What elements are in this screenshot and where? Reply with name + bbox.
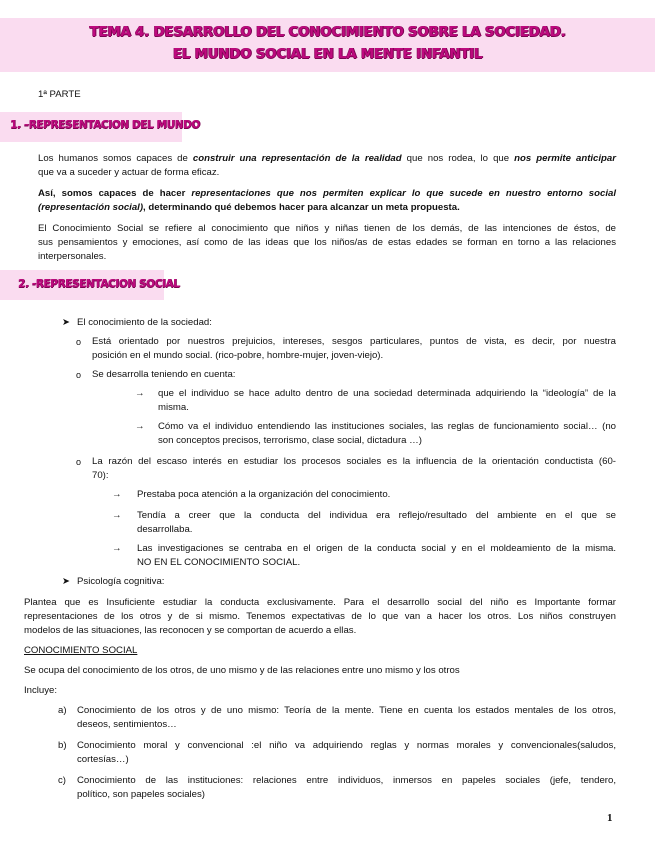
list-item-a-line1: Conocimiento de los otros y de uno mismo: Teoría de la mente. Tiene en cuenta los estados mentales de los otros, bbox=[77, 705, 616, 716]
item-ideology-line1: que el individuo se hace adulto dentro de una sociedad determinada adquiriendo la “ideología” de la bbox=[158, 388, 616, 399]
arrow-bullet-icon: → bbox=[135, 421, 145, 432]
item-behavior-line1: Tendía a creer que la conducta del individua era reflejo/resultado del ambiente en el que se bbox=[137, 510, 616, 521]
sub-reason-line2: 70): bbox=[92, 470, 109, 481]
cognitive-para-line3: modelos de las situaciones, las reconocen y se comportan de acuerdo a ellas. bbox=[24, 625, 357, 636]
section1-para3-line1: El Conocimiento Social se refiere al conocimiento que niños y niñas tienen de los demás, de las intenciones de éstos, de bbox=[38, 223, 616, 234]
arrow-bullet-icon: → bbox=[112, 510, 122, 521]
sub-oriented-line2: posición en el mundo social. (rico-pobre, hombre-mujer, joven-viejo). bbox=[92, 350, 384, 361]
section1-para1-line2: que va a suceder y actuar de forma eficaz. bbox=[38, 167, 220, 178]
list-marker-a: a) bbox=[58, 705, 67, 716]
list-item-c-line2: político, son papeles sociales) bbox=[77, 789, 205, 800]
section1-para2-line1: Así, somos capaces de hacer representaciones que nos permiten explicar lo que sucede en nuestro entorno social bbox=[38, 188, 617, 199]
section1-para2-line2: (representación social), determinando qué debemos hacer para alcanzar un meta propuesta. bbox=[38, 202, 460, 213]
sub-develops: Se desarrolla teniendo en cuenta: bbox=[92, 369, 236, 380]
social-knowledge-subheading: CONOCIMIENTO SOCIAL bbox=[24, 645, 138, 656]
list-item-c-line1: Conocimiento de las instituciones: relaciones entre individuos, inmersos en papeles sociales (jefe, tendero, bbox=[77, 775, 616, 786]
item-behavior-line2: desarrollaba. bbox=[137, 524, 193, 535]
part-label: 1ª PARTE bbox=[38, 89, 81, 100]
circle-bullet-icon: o bbox=[76, 337, 82, 347]
list-item-b-line2: cortesías…) bbox=[77, 754, 129, 765]
bullet-knowledge-society: El conocimiento de la sociedad: bbox=[77, 317, 212, 328]
list-marker-b: b) bbox=[58, 740, 67, 751]
page-number: 1 bbox=[607, 812, 613, 824]
arrowhead-bullet-icon: ➤ bbox=[62, 576, 71, 587]
includes-label: Incluye: bbox=[24, 685, 58, 696]
arrowhead-bullet-icon: ➤ bbox=[62, 317, 71, 328]
item-research-line1: Las investigaciones se centraba en el origen de la conducta social y en el moldeamiento de la misma. bbox=[137, 543, 616, 554]
item-research-line2: NO EN EL CONOCIMIENTO SOCIAL. bbox=[137, 557, 301, 568]
document-title-line-1: TEMA 4. DESARROLLO DEL CONOCIMIENTO SOBRE LA SOCIEDAD. bbox=[89, 24, 566, 40]
item-institutions-line2: son conceptos precisos, terrorismo, clase social, dictadura …) bbox=[158, 435, 422, 446]
list-marker-c: c) bbox=[58, 775, 66, 786]
sub-oriented-line1: Está orientado por nuestros prejuicios, intereses, sesgos particulares, puntos de vista, es decir, por nuestra bbox=[92, 336, 616, 347]
arrow-bullet-icon: → bbox=[112, 489, 122, 500]
cognitive-para-line2: representaciones de los otros y de si mismo. Tenemos expectativas de lo que van a hacer los otros. Los niños construyen bbox=[24, 611, 616, 622]
section2-heading: 2. -REPRESENTACION SOCIAL bbox=[18, 278, 180, 290]
cognitive-para-line1: Plantea que es Insuficiente estudiar la conducta exclusivamente. Para el desarrollo social del niño es Importante formar bbox=[24, 597, 616, 608]
bullet-cognitive-psychology: Psicología cognitiva: bbox=[77, 576, 165, 587]
social-knowledge-description: Se ocupa del conocimiento de los otros, de uno mismo y de las relaciones entre uno mismo y los otros bbox=[24, 665, 460, 676]
item-institutions-line1: Cómo va el individuo entendiendo las instituciones sociales, las reglas de funcionamiento social… (no bbox=[158, 421, 616, 432]
section1-para1-line1: Los humanos somos capaces de construir una representación de la realidad que nos rodea, lo que nos permite anticipar bbox=[38, 153, 616, 164]
arrow-bullet-icon: → bbox=[112, 543, 122, 554]
sub-reason-line1: La razón del escaso interés en estudiar los procesos sociales es la influencia de la orientación conductista (60- bbox=[92, 456, 616, 467]
circle-bullet-icon: o bbox=[76, 457, 82, 467]
item-ideology-line2: misma. bbox=[158, 402, 189, 413]
arrow-bullet-icon: → bbox=[135, 388, 145, 399]
list-item-a-line2: deseos, sentimientos… bbox=[77, 719, 177, 730]
section1-para3-line3: interpersonales. bbox=[38, 251, 107, 262]
section1-heading: 1. –REPRESENTACION DEL MUNDO bbox=[10, 119, 200, 131]
item-attention: Prestaba poca atención a la organización del conocimiento. bbox=[137, 489, 391, 500]
circle-bullet-icon: o bbox=[76, 370, 82, 380]
document-title-line-2: EL MUNDO SOCIAL EN LA MENTE INFANTIL bbox=[172, 46, 483, 62]
section1-para3-line2: sus pensamientos y emociones, así como de las ideas que los niños/as de estas edades se forman en torno a las relaciones bbox=[38, 237, 616, 248]
list-item-b-line1: Conocimiento moral y convencional :el niño va adquiriendo reglas y normas morales y convencionales(saludos, bbox=[77, 740, 616, 751]
